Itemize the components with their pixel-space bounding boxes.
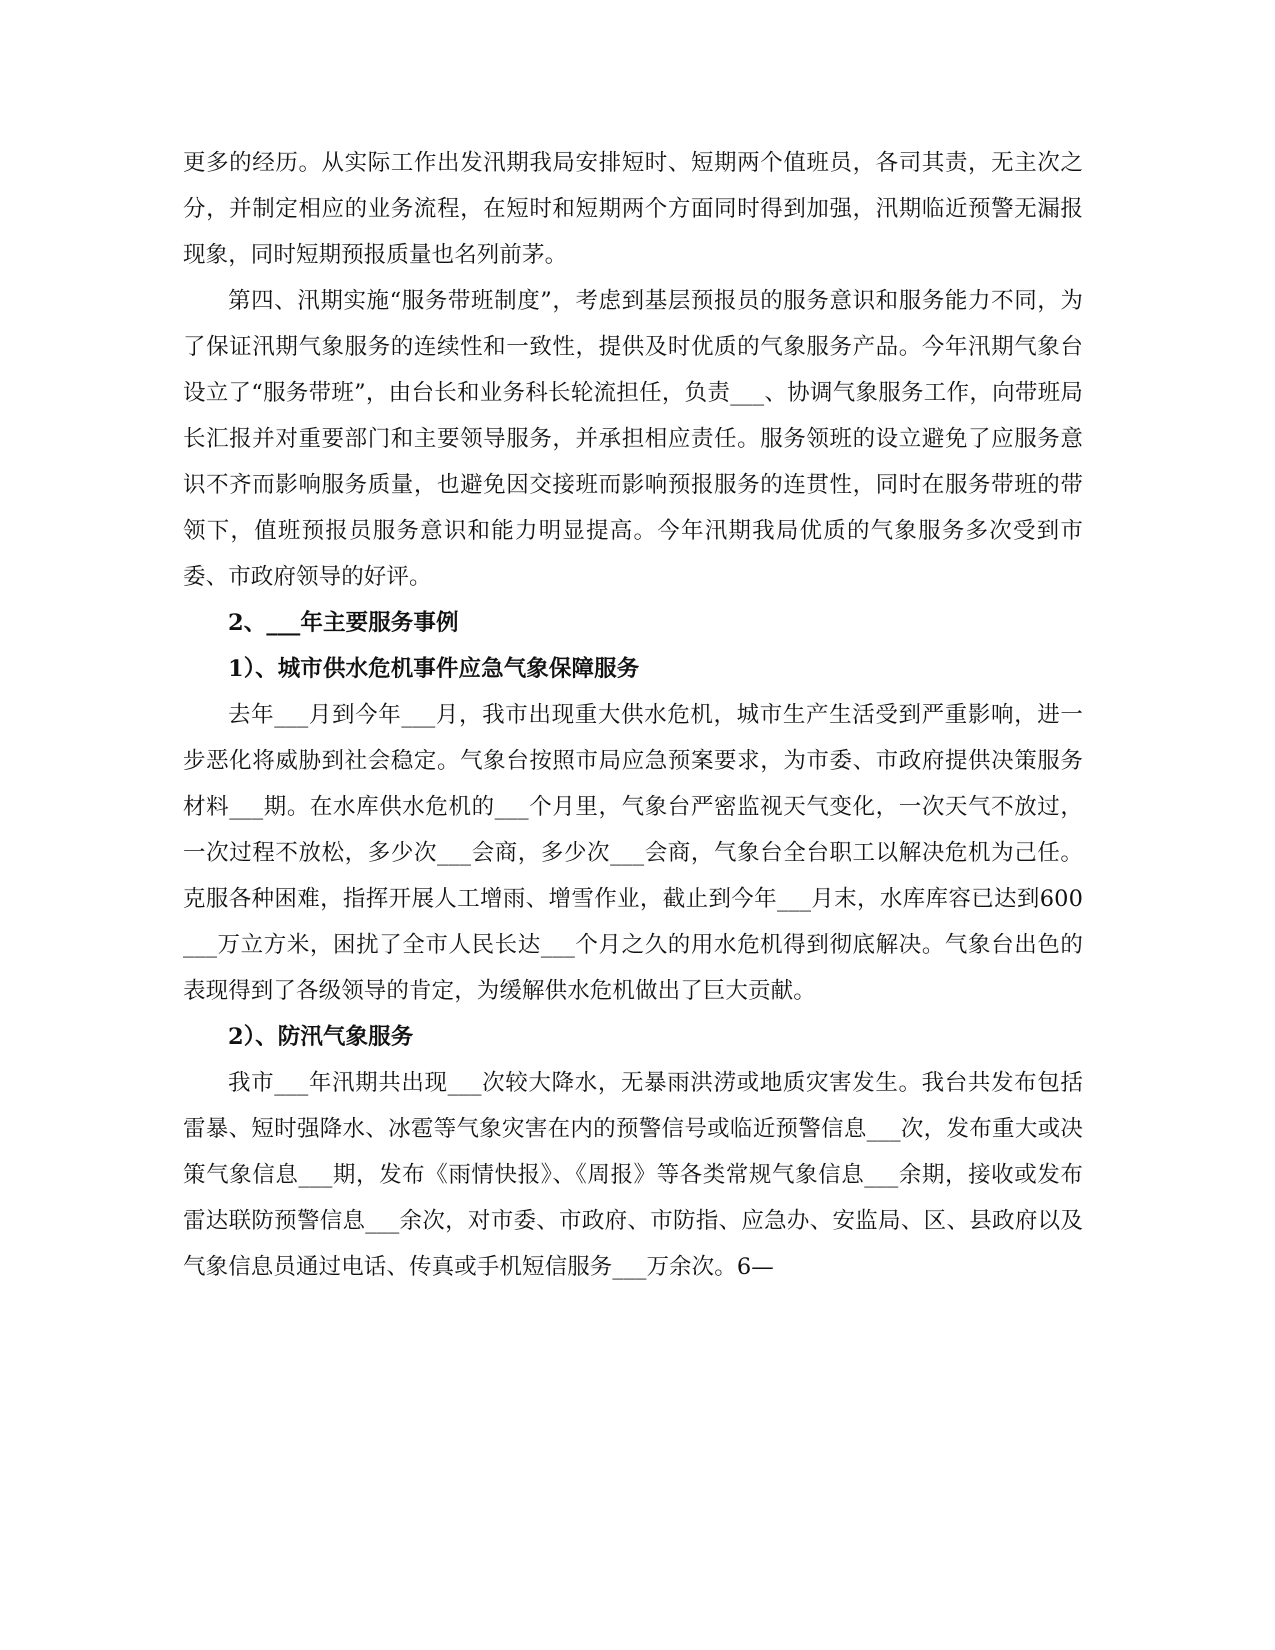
paragraph-flood-service: 我市___年汛期共出现___次较大降水，无暴雨洪涝或地质灾害发生。我台共发布包括雷暴、短时强降水、冰雹等气象灾害在内的预警信号或临近预警信息___次，发布重大或决策气象信息___期，发布《雨情快报》、《周报》等各类常规气象信息___余期，接收或发布雷达联防预警信息___余次，对市委、市政府、市防指、应急办、安监局、区、县政府以及气象信息员通过电话、传真或手机短信服务___万余次。6— <box>183 1070 1083 1280</box>
section-heading-service-examples: 2、___年主要服务事例 <box>228 610 459 636</box>
subsection-heading-water-crisis: 1）、城市供水危机事件应急气象保障服务 <box>228 656 640 682</box>
subsection-heading-flood-service: 2）、防汛气象服务 <box>228 1024 414 1050</box>
document-body <box>183 140 1083 1290</box>
paragraph-water-crisis: 去年___月到今年___月，我市出现重大供水危机，城市生产生活受到严重影响，进一步恶化将威胁到社会稳定。气象台按照市局应急预案要求，为市委、市政府提供决策服务材料___期。在水库供水危机的___个月里，气象台严密监视天气变化，一次天气不放过，一次过程不放松，多少次___会商，多少次___会商，气象台全台职工以解决危机为己任。克服各种困难，指挥开展人工增雨、增雪作业，截止到今年___月末，水库库容已达到600___万立方米，困扰了全市人民长达___个月之久的用水危机得到彻底解决。气象台出色的表现得到了各级领导的肯定，为缓解供水危机做出了巨大贡献。 <box>183 702 1083 1004</box>
paragraph-continuation: 更多的经历。从实际工作出发汛期我局安排短时、短期两个值班员，各司其责，无主次之分，并制定相应的业务流程，在短时和短期两个方面同时得到加强，汛期临近预警无漏报现象，同时短期预报质量也名列前茅。 <box>183 150 1083 268</box>
paragraph-fourth-measure: 第四、汛期实施“服务带班制度”，考虑到基层预报员的服务意识和服务能力不同，为了保证汛期气象服务的连续性和一致性，提供及时优质的气象服务产品。今年汛期气象台设立了“服务带班”，由台长和业务科长轮流担任，负责___、协调气象服务工作，向带班局长汇报并对重要部门和主要领导服务，并承担相应责任。服务领班的设立避免了应服务意识不齐而影响服务质量，也避免因交接班而影响预报服务的连贯性，同时在服务带班的带领下，值班预报员服务意识和能力明显提高。今年汛期我局优质的气象服务多次受到市委、市政府领导的好评。 <box>183 288 1083 590</box>
